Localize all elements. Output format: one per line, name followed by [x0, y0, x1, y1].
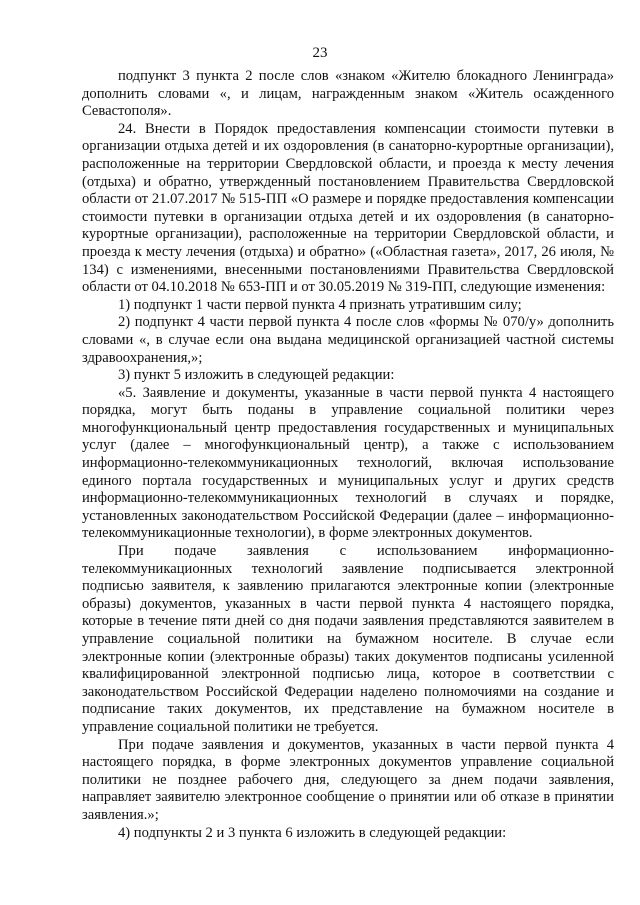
paragraph-electronic-notification: При подаче заявления и документов, указанных в части первой пункта 4 настоящего порядка, в форме электронных документов управление социальной политики не позднее рабочего дня, следующего за днем подачи заявления, направляет заявителю электронное сообщение о принятии или об отказе в принятии заявления.»;	[82, 736, 614, 823]
paragraph-new-point-5: «5. Заявление и документы, указанные в части первой пункта 4 настоящего порядка, могут быть поданы в управление социальной политики через многофункциональный центр предоставления государственных и муниципальных услуг (далее – многофункциональный центр), а также с использованием информационно-телекоммуникационных технологий, включая использование единого портала государственных и муниципальных услуг и других средств информационно-телекоммуникационных технологий в случаях и порядке, установленных законодательством Российской Федерации (далее – информационно-телекоммуникационные технологии), в форме электронных документов.	[82, 384, 614, 542]
document-body	[82, 68, 614, 842]
paragraph-change-3: 3) пункт 5 изложить в следующей редакции:	[118, 367, 395, 384]
paragraph-change-1: 1) подпункт 1 части первой пункта 4 признать утратившим силу;	[118, 296, 522, 313]
paragraph-electronic-submission: При подаче заявления с использованием информационно-телекоммуникационных технологий заявление подписывается электронной подписью заявителя, к заявлению прилагаются электронные копии (электронные образы) документов, указанных в части первой пункта 4 настоящего порядка, которые в течение пяти дней со дня подачи заявления представляются заявителем в управление социальной политики на бумажном носителе. В случае если электронные копии (электронные образы) таких документов подписаны усиленной квалифицированной электронной подписью лица, которое в соответствии с законодательством Российской Федерации наделено полномочиями на создание и подписание таких документов, их представление на бумажном носителе в управление социальной политики не требуется.	[82, 543, 614, 735]
paragraph-change-4: 4) подпункты 2 и 3 пункта 6 изложить в следующей редакции:	[118, 824, 507, 841]
paragraph-item-24: 24. Внести в Порядок предоставления компенсации стоимости путевки в организации отдыха детей и их оздоровления (в санаторно-курортные организации), расположенные на территории Свердловской области, и проезда к месту лечения (отдыха) и обратно, утвержденный постановлением Правительства Свердловской области от 21.07.2017 № 515-ПП «О размере и порядке предоставления компенсации стоимости путевки в организации отдыха детей и их оздоровления (в санаторно-курортные организации), расположенные на территории Свердловской области, и проезда к месту лечения (отдыха) и обратно» («Областная газета», 2017, 26 июля, № 134) с изменениями, внесенными постановлениями Правительства Свердловской области от 04.10.2018 № 653-ПП и от 30.05.2019 № 319-ПП, следующие изменения:	[82, 120, 614, 296]
paragraph-subpoint-3-addition: подпункт 3 пункта 2 после слов «знаком «Жителю блокадного Ленинграда» дополнить словами «, и лицам, награжденным знаком «Житель осажденного Севастополя».	[82, 68, 614, 120]
page-number: 23	[312, 45, 328, 61]
paragraph-change-2: 2) подпункт 4 части первой пункта 4 после слов «формы № 070/у» дополнить словами «, в случае если она выдана медицинской организацией частной системы здравоохранения,»;	[82, 314, 614, 366]
